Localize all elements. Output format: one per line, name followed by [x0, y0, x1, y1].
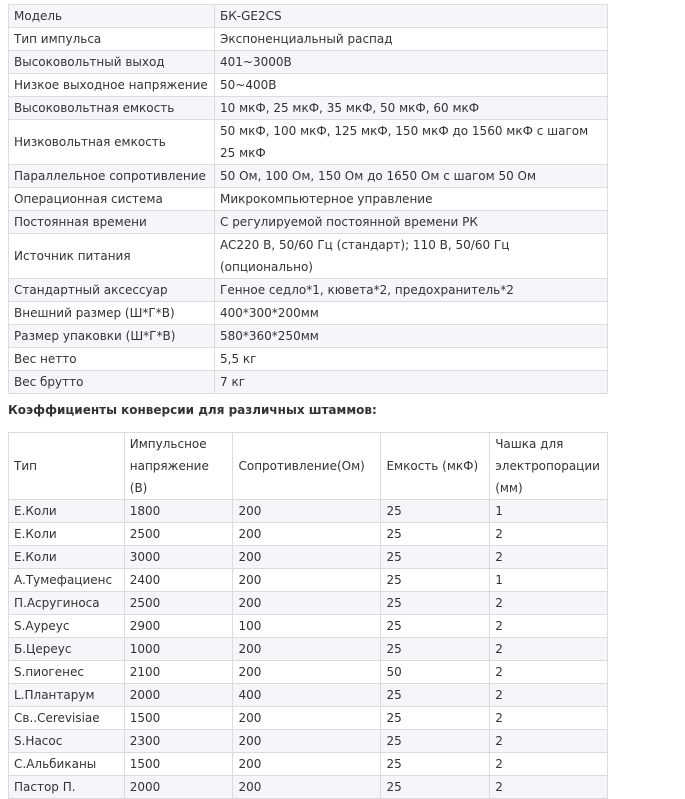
spec-row	[9, 74, 608, 97]
voltage-cell: 2500	[124, 523, 233, 546]
resistance-cell: 400	[233, 684, 381, 707]
header-pulse-voltage: Импульсное напряжение (В)	[124, 433, 233, 500]
resistance-cell: 200	[233, 730, 381, 753]
spec-value: Микрокомпьютерное управление	[215, 188, 608, 211]
strain-cell: E.Коли	[9, 546, 125, 569]
conversion-row	[9, 776, 608, 799]
spec-value: С регулируемой постоянной времени РК	[215, 211, 608, 234]
capacitance-cell: 25	[381, 753, 490, 776]
spec-row	[9, 5, 608, 28]
capacitance-cell: 25	[381, 707, 490, 730]
spec-key: Тип импульса	[9, 28, 215, 51]
spec-row	[9, 348, 608, 371]
spec-row	[9, 371, 608, 394]
spec-row	[9, 97, 608, 120]
spec-key: Постоянная времени	[9, 211, 215, 234]
conversion-section-title: Коэффициенты конверсии для различных штаммов:	[8, 403, 377, 417]
spec-key: Низкое выходное напряжение	[9, 74, 215, 97]
spec-row	[9, 165, 608, 188]
spec-row	[9, 234, 608, 279]
capacitance-cell: 25	[381, 546, 490, 569]
cuvette-cell: 2	[490, 615, 608, 638]
capacitance-cell: 50	[381, 661, 490, 684]
cuvette-cell: 1	[490, 500, 608, 523]
voltage-cell: 3000	[124, 546, 233, 569]
conversion-row	[9, 707, 608, 730]
conversion-row	[9, 615, 608, 638]
voltage-cell: 1500	[124, 707, 233, 730]
capacitance-cell: 25	[381, 730, 490, 753]
cuvette-cell: 2	[490, 592, 608, 615]
conversion-row	[9, 546, 608, 569]
conversion-row	[9, 638, 608, 661]
cuvette-cell: 2	[490, 684, 608, 707]
cuvette-cell: 2	[490, 523, 608, 546]
strain-cell: E.Коли	[9, 523, 125, 546]
cuvette-cell: 2	[490, 638, 608, 661]
conversion-rates-table	[8, 432, 608, 799]
spec-value: Экспоненциальный распад	[215, 28, 608, 51]
spec-key: Внешний размер (Ш*Г*В)	[9, 302, 215, 325]
voltage-cell: 2500	[124, 592, 233, 615]
spec-row	[9, 28, 608, 51]
voltage-cell: 1000	[124, 638, 233, 661]
cuvette-cell: 2	[490, 707, 608, 730]
spec-key: Модель	[9, 5, 215, 28]
conversion-row	[9, 592, 608, 615]
strain-cell: S.Ауреус	[9, 615, 125, 638]
conversion-row	[9, 500, 608, 523]
conversion-header-row	[9, 433, 608, 500]
cuvette-cell: 2	[490, 546, 608, 569]
strain-cell: A.Тумефациенс	[9, 569, 125, 592]
spec-value: 7 кг	[215, 371, 608, 394]
header-resistance: Сопротивление(Ом)	[233, 433, 381, 500]
voltage-cell: 2000	[124, 684, 233, 707]
voltage-cell: 2400	[124, 569, 233, 592]
conversion-table-body	[9, 433, 608, 799]
spec-value: 400*300*200мм	[215, 302, 608, 325]
spec-value: 50 Ом, 100 Ом, 150 Ом до 1650 Ом с шагом 50 Ом	[215, 165, 608, 188]
voltage-cell: 2100	[124, 661, 233, 684]
spec-key: Низковольтная емкость	[9, 120, 215, 165]
spec-key: Высоковольтный выход	[9, 51, 215, 74]
spec-key: Операционная система	[9, 188, 215, 211]
strain-cell: С.Альбиканы	[9, 753, 125, 776]
conversion-row	[9, 523, 608, 546]
conversion-row	[9, 684, 608, 707]
spec-key: Параллельное сопротивление	[9, 165, 215, 188]
strain-cell: L.Плантарум	[9, 684, 125, 707]
spec-value: БК-GE2CS	[215, 5, 608, 28]
conversion-row	[9, 569, 608, 592]
header-cuvette: Чашка для электропорации (мм)	[490, 433, 608, 500]
spec-key: Высоковольтная емкость	[9, 97, 215, 120]
spec-key: Размер упаковки (Ш*Г*В)	[9, 325, 215, 348]
cuvette-cell: 2	[490, 776, 608, 799]
resistance-cell: 200	[233, 661, 381, 684]
spec-row	[9, 279, 608, 302]
spec-value: 401~3000В	[215, 51, 608, 74]
spec-row	[9, 188, 608, 211]
spec-row	[9, 302, 608, 325]
spec-value: AC220 В, 50/60 Гц (стандарт); 110 В, 50/60 Гц (опционально)	[215, 234, 608, 279]
resistance-cell: 100	[233, 615, 381, 638]
cuvette-cell: 2	[490, 730, 608, 753]
spec-value: 5,5 кг	[215, 348, 608, 371]
voltage-cell: 2900	[124, 615, 233, 638]
strain-cell: Св..Cerevisiae	[9, 707, 125, 730]
spec-value: 50 мкФ, 100 мкФ, 125 мкФ, 150 мкФ до 1560 мкФ с шагом 25 мкФ	[215, 120, 608, 165]
spec-row	[9, 325, 608, 348]
specifications-table-body	[9, 5, 608, 394]
header-type: Тип	[9, 433, 125, 500]
spec-value: 580*360*250мм	[215, 325, 608, 348]
cuvette-cell: 2	[490, 753, 608, 776]
resistance-cell: 200	[233, 523, 381, 546]
spec-key: Источник питания	[9, 234, 215, 279]
conversion-row	[9, 661, 608, 684]
capacitance-cell: 25	[381, 684, 490, 707]
cuvette-cell: 2	[490, 661, 608, 684]
capacitance-cell: 25	[381, 569, 490, 592]
strain-cell: П.Асругиноса	[9, 592, 125, 615]
spec-row	[9, 211, 608, 234]
cuvette-cell: 1	[490, 569, 608, 592]
spec-row	[9, 120, 608, 165]
resistance-cell: 200	[233, 592, 381, 615]
strain-cell: Б.Цереус	[9, 638, 125, 661]
voltage-cell: 1500	[124, 753, 233, 776]
strain-cell: Пастор П.	[9, 776, 125, 799]
strain-cell: S.пиогенес	[9, 661, 125, 684]
voltage-cell: 2000	[124, 776, 233, 799]
capacitance-cell: 25	[381, 638, 490, 661]
capacitance-cell: 25	[381, 592, 490, 615]
spec-key: Вес брутто	[9, 371, 215, 394]
resistance-cell: 200	[233, 753, 381, 776]
resistance-cell: 200	[233, 776, 381, 799]
specifications-table	[8, 4, 608, 394]
strain-cell: S.Насос	[9, 730, 125, 753]
spec-row	[9, 51, 608, 74]
resistance-cell: 200	[233, 707, 381, 730]
resistance-cell: 200	[233, 500, 381, 523]
spec-value: 50~400В	[215, 74, 608, 97]
resistance-cell: 200	[233, 569, 381, 592]
capacitance-cell: 25	[381, 500, 490, 523]
spec-key: Стандартный аксессуар	[9, 279, 215, 302]
spec-value: 10 мкФ, 25 мкФ, 35 мкФ, 50 мкФ, 60 мкФ	[215, 97, 608, 120]
spec-value: Генное седло*1, кювета*2, предохранитель*2	[215, 279, 608, 302]
voltage-cell: 2300	[124, 730, 233, 753]
capacitance-cell: 25	[381, 776, 490, 799]
conversion-row	[9, 753, 608, 776]
strain-cell: E.Коли	[9, 500, 125, 523]
capacitance-cell: 25	[381, 523, 490, 546]
resistance-cell: 200	[233, 638, 381, 661]
header-capacitance: Емкость (мкФ)	[381, 433, 490, 500]
capacitance-cell: 25	[381, 615, 490, 638]
spec-key: Вес нетто	[9, 348, 215, 371]
page-content	[8, 4, 608, 799]
voltage-cell: 1800	[124, 500, 233, 523]
resistance-cell: 200	[233, 546, 381, 569]
conversion-row	[9, 730, 608, 753]
